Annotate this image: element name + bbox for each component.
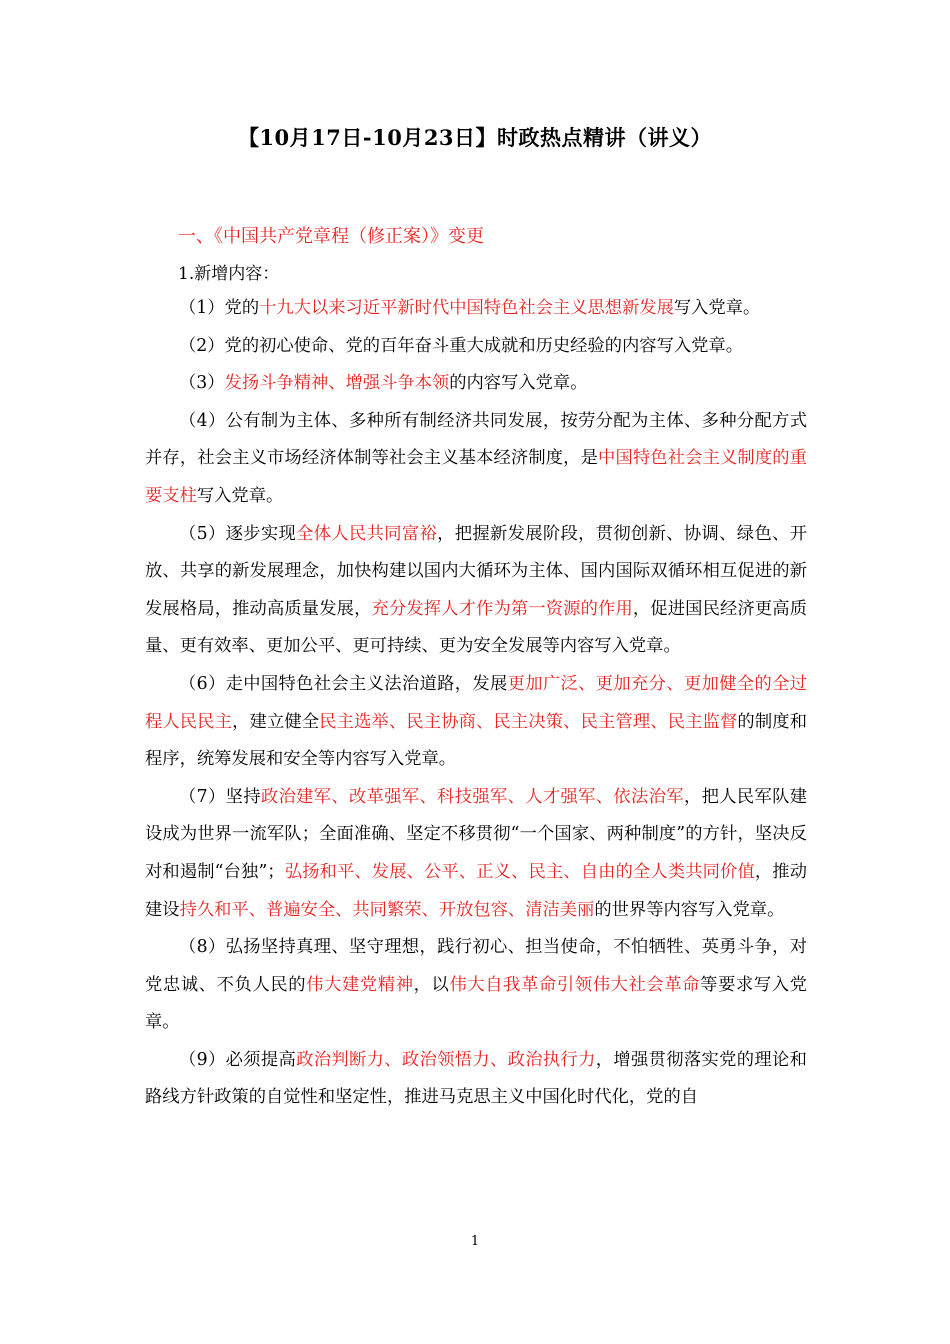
highlighted-text: 更加广泛、更加充分、更加健全的全过程人民民主 bbox=[145, 673, 807, 732]
paragraph bbox=[145, 1042, 807, 1117]
paragraph-text: （8）弘扬坚持真理、坚守理想，践行初心、担当使命，不怕牺牲、英勇斗争，对党忠诚、不负人民的 bbox=[145, 937, 807, 995]
paragraph-text: （3） bbox=[179, 373, 225, 394]
highlighted-text: 伟大建党精神 bbox=[306, 974, 414, 995]
paragraph-text: （1）党的 bbox=[179, 298, 260, 318]
paragraph-text: ，推动建设 bbox=[145, 861, 807, 920]
paragraph bbox=[145, 779, 807, 929]
highlighted-text: 政治判断力、政治领悟力、政治执行力 bbox=[296, 1049, 596, 1070]
paragraph-text: （5）逐步实现 bbox=[179, 523, 297, 544]
paragraph-text: （9）必须提高 bbox=[179, 1049, 297, 1070]
document-body bbox=[145, 290, 807, 1117]
paragraph-text: 写入党章。 bbox=[196, 485, 284, 506]
paragraph bbox=[145, 365, 807, 403]
highlighted-text: 持久和平、普遍安全、共同繁荣、开放包容、清洁美丽 bbox=[179, 899, 595, 920]
paragraph-text: ，把人民军队建设成为世界一流军队；全面准确、坚定不移贯彻“一个国家、两种制度”的方针，坚决反对和遏制“台独”； bbox=[145, 786, 807, 882]
highlighted-text: 发扬斗争精神、增强斗争本领 bbox=[224, 373, 450, 394]
highlighted-text: 弘扬和平、发展、公平、正义、民主、自由的全人类共同价值 bbox=[284, 861, 755, 882]
paragraph bbox=[145, 929, 807, 1042]
section-heading: 一、《中国共产党章程（修正案）》变更 bbox=[178, 226, 484, 247]
paragraph bbox=[145, 290, 807, 328]
paragraph-text: ，建立健全 bbox=[232, 711, 320, 732]
highlighted-text: 民主选举、民主协商、民主决策、民主管理、民主监督 bbox=[319, 711, 738, 732]
paragraph-text: ，增强贯彻落实党的理论和路线方针政策的自觉性和坚定性，推进马克思主义中国化时代化，党的自 bbox=[145, 1049, 807, 1108]
paragraph-text: （7）坚持 bbox=[179, 786, 261, 807]
paragraph bbox=[145, 666, 807, 779]
paragraph-text: 的制度和程序，统筹发展和安全等内容写入党章。 bbox=[145, 711, 807, 770]
paragraph-text: 写入党章。 bbox=[673, 298, 761, 318]
document-title: 【10月17日-10月23日】时政热点精讲（讲义） bbox=[237, 125, 713, 150]
highlighted-text: 政治建军、改革强军、科技强军、人才强军、依法治军 bbox=[260, 786, 684, 807]
highlighted-text: 全体人民共同富裕 bbox=[296, 523, 438, 544]
paragraph bbox=[145, 516, 807, 666]
paragraph-text: ，促进国民经济更高质量、更有效率、更加公平、更可持续、更为安全发展等内容写入党章。 bbox=[145, 598, 807, 657]
paragraph-text: （4）公有制为主体、多种所有制经济共同发展，按劳分配为主体、多种分配方式并存，社会主义市场经济体制等社会主义基本经济制度，是 bbox=[145, 410, 807, 469]
paragraph bbox=[145, 328, 807, 366]
paragraph-text: 的世界等内容写入党章。 bbox=[594, 899, 785, 920]
paragraph-text: （6）走中国特色社会主义法治道路，发展 bbox=[179, 673, 508, 694]
highlighted-text: 伟大自我革命引领伟大社会革命 bbox=[449, 974, 701, 995]
paragraph-text: （2）党的初心使命、党的百年奋斗重大成就和历史经验的内容写入党章。 bbox=[179, 335, 743, 356]
sub-heading: 1.新增内容： bbox=[178, 264, 280, 284]
paragraph-text: 等要求写入党章。 bbox=[145, 974, 807, 1033]
highlighted-text: 充分发挥人才作为第一资源的作用 bbox=[371, 598, 633, 619]
paragraph-text: 的内容写入党章。 bbox=[449, 373, 588, 394]
paragraph bbox=[145, 403, 807, 516]
highlighted-text: 十九大以来习近平新时代中国特色社会主义思想新发展 bbox=[259, 298, 674, 318]
paragraph-text: ，以 bbox=[413, 974, 450, 995]
page-number: 1 bbox=[470, 1234, 480, 1249]
paragraph-text: ，把握新发展阶段，贯彻创新、协调、绿色、开放、共享的新发展理念，加快构建以国内大循环为主体、国内国际双循环相互促进的新发展格局，推动高质量发展， bbox=[145, 523, 807, 619]
highlighted-text: 中国特色社会主义制度的重要支柱 bbox=[145, 448, 807, 506]
